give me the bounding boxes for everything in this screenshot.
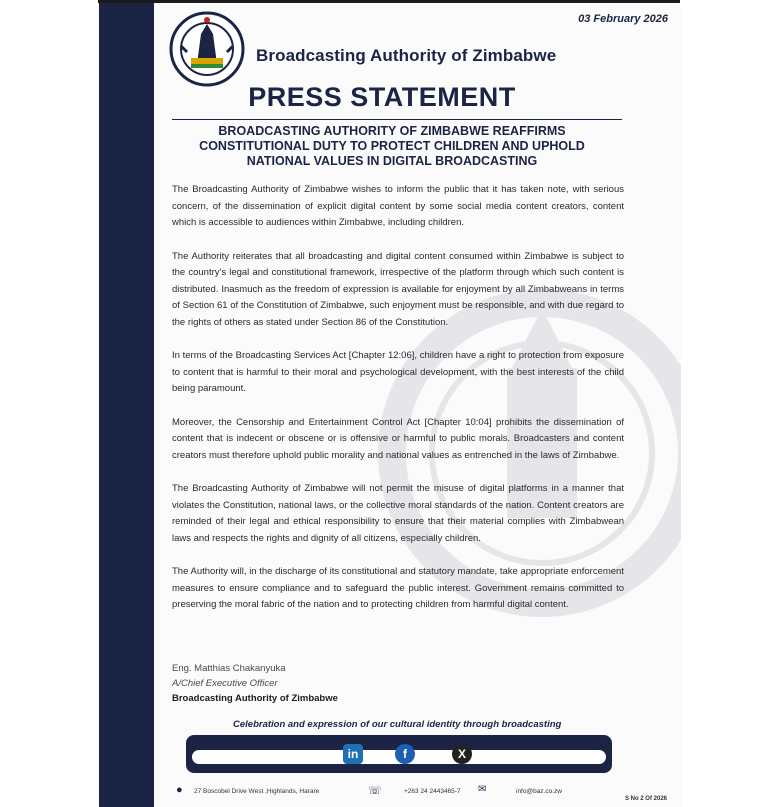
title-divider bbox=[172, 119, 622, 120]
outer-margin-right bbox=[680, 0, 768, 807]
statement-headline: BROADCASTING AUTHORITY OF ZIMBABWE REAFFIRMS CONSTITUTIONAL DUTY TO PROTECT CHILDREN AND UPHOLD NATIONAL VALUES IN DIGITAL BROADCASTING bbox=[199, 124, 585, 168]
signatory-org: Broadcasting Authority of Zimbabwe bbox=[172, 693, 338, 704]
x-icon[interactable]: X bbox=[452, 744, 472, 764]
paragraph: The Broadcasting Authority of Zimbabwe will not permit the misuse of digital platforms in a manner that violates the Constitution, national laws, or the collective moral standards of the nation. Content creators are reminded of their legal and ethical responsibility to ensure that their material complies with Zimbabwean laws and respects the rights and dignity of all citizens, especially children. bbox=[172, 483, 624, 544]
paragraph: The Broadcasting Authority of Zimbabwe wishes to inform the public that it has taken note, with serious concern, of the dissemination of explicit digital content by some social media content creators, content which is accessible to audiences within Zimbabwe, including children. bbox=[172, 184, 624, 228]
email-icon: ✉ bbox=[478, 784, 487, 795]
location-pin-icon: ● bbox=[176, 784, 183, 796]
signature-block bbox=[172, 661, 338, 707]
footer-email[interactable]: info@baz.co.zw bbox=[516, 788, 562, 795]
press-statement-page bbox=[99, 3, 681, 807]
signatory-name: Eng. Matthias Chakanyuka bbox=[172, 663, 286, 674]
document-number: S No 2 Of 2026 bbox=[624, 796, 667, 802]
statement-body bbox=[172, 182, 624, 631]
outer-margin-left bbox=[0, 0, 98, 807]
paragraph: In terms of the Broadcasting Services Act [Chapter 12:06], children have a right to protection from exposure to content that is harmful to their moral and psychological development, with the best interests of the child being paramount. bbox=[172, 350, 624, 394]
statement-date: 03 February 2026 bbox=[578, 13, 668, 25]
phone-icon: ☏ bbox=[368, 785, 382, 797]
paragraph: Moreover, the Censorship and Entertainment Control Act [Chapter 10:04] prohibits the dissemination of content that is indecent or obscene or is offensive or harmful to public morals. Broadcasters and content creators must therefore uphold public morality and national values as entrenched in the laws of Zimbabwe. bbox=[172, 416, 624, 461]
footer-address: 27 Boscobel Drive West ,Highlands, Harare bbox=[194, 788, 320, 795]
press-statement-title: PRESS STATEMENT bbox=[248, 82, 516, 112]
facebook-icon[interactable]: f bbox=[395, 744, 415, 764]
linkedin-icon[interactable]: in bbox=[343, 744, 363, 764]
org-name-header: Broadcasting Authority of Zimbabwe bbox=[256, 46, 557, 65]
tagline: Celebration and expression of our cultural identity through broadcasting bbox=[233, 719, 562, 730]
paragraph: The Authority reiterates that all broadcasting and digital content consumed within Zimbabwe is subject to the country's legal and constitutional framework, irrespective of the platform through which such content is distributed. Inasmuch as the freedom of expression is available for enjoyment by all Zimbabweans in terms of Section 61 of the Constitution of Zimbabwe, such enjoyment must be responsible, and with due regard to the rights of others as stated under Section 86 of the Constitution. bbox=[172, 250, 624, 328]
contact-footer bbox=[172, 784, 672, 804]
baz-seal-logo bbox=[167, 10, 247, 88]
signatory-title: A/Chief Executive Officer bbox=[172, 678, 278, 689]
footer-phone: +263 24 2443465-7 bbox=[404, 788, 461, 795]
paragraph: The Authority will, in the discharge of its constitutional and statutory mandate, take appropriate enforcement measures to ensure compliance and to safeguard the public interest. Government remains committed to preserving the moral fabric of the nation and to protecting children from harmful digital content. bbox=[172, 566, 624, 610]
navy-sidebar-bar bbox=[99, 3, 154, 807]
